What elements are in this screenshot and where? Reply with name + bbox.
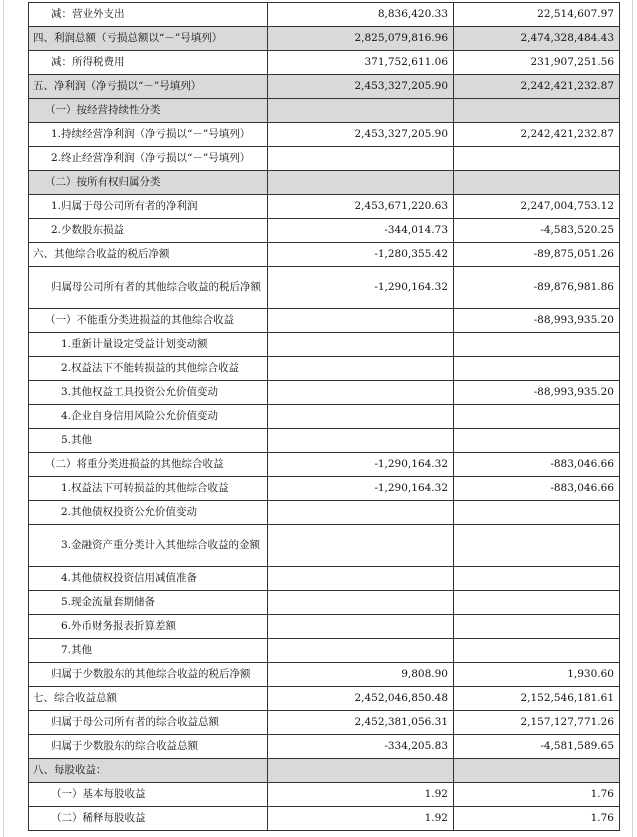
prior-period-value	[454, 591, 620, 615]
row-label: 3.金融资产重分类计入其他综合收益的金额	[29, 525, 268, 567]
current-period-value	[268, 405, 454, 429]
current-period-value	[268, 567, 454, 591]
table-row	[29, 429, 620, 453]
table-row	[29, 381, 620, 405]
table-row	[29, 147, 620, 171]
prior-period-value: -88,993,935.20	[454, 381, 620, 405]
row-label: 减：营业外支出	[29, 3, 268, 27]
prior-period-value: 2,152,546,181.61	[454, 687, 620, 711]
row-label: 5.现金流量套期储备	[29, 591, 268, 615]
table-row	[29, 309, 620, 333]
current-period-value: -334,205.83	[268, 735, 454, 759]
current-period-value: 1.92	[268, 783, 454, 807]
current-period-value: 2,452,046,850.48	[268, 687, 454, 711]
row-label: 归属于母公司所有者的综合收益总额	[29, 711, 268, 735]
prior-period-value: 2,474,328,484.43	[454, 27, 620, 51]
current-period-value	[268, 591, 454, 615]
row-label: （二）稀释每股收益	[29, 807, 268, 831]
current-period-value: 8,836,420.33	[268, 3, 454, 27]
table-row	[29, 639, 620, 663]
table-row	[29, 333, 620, 357]
row-label: 归属于少数股东的综合收益总额	[29, 735, 268, 759]
row-label: 2.终止经营净利润（净亏损以“－”号填列）	[29, 147, 268, 171]
current-period-value	[268, 171, 454, 195]
current-period-value: -1,290,164.32	[268, 267, 454, 309]
row-label: 六、其他综合收益的税后净额	[29, 243, 268, 267]
table-row	[29, 501, 620, 525]
current-period-value: 2,452,381,056.31	[268, 711, 454, 735]
prior-period-value	[454, 171, 620, 195]
row-label: （一）基本每股收益	[29, 783, 268, 807]
current-period-value	[268, 639, 454, 663]
row-label: 6.外币财务报表折算差额	[29, 615, 268, 639]
table-row	[29, 171, 620, 195]
row-label: 5.其他	[29, 429, 268, 453]
table-row	[29, 243, 620, 267]
prior-period-value	[454, 639, 620, 663]
table-row	[29, 27, 620, 51]
row-label: 7.其他	[29, 639, 268, 663]
table-row	[29, 75, 620, 99]
table-row	[29, 267, 620, 309]
table-row	[29, 195, 620, 219]
current-period-value	[268, 759, 454, 783]
row-label: 归属母公司所有者的其他综合收益的税后净额	[29, 267, 268, 309]
prior-period-value	[454, 501, 620, 525]
row-label: 1.持续经营净利润（净亏损以“－”号填列）	[29, 123, 268, 147]
row-label: 3.其他权益工具投资公允价值变动	[29, 381, 268, 405]
current-period-value	[268, 309, 454, 333]
row-label: 1.归属于母公司所有者的净利润	[29, 195, 268, 219]
prior-period-value: 2,247,004,753.12	[454, 195, 620, 219]
row-label: 八、每股收益：	[29, 759, 268, 783]
table-row	[29, 453, 620, 477]
prior-period-value	[454, 525, 620, 567]
table-row	[29, 687, 620, 711]
current-period-value	[268, 147, 454, 171]
table-row	[29, 783, 620, 807]
current-period-value	[268, 501, 454, 525]
row-label: （二）按所有权归属分类	[29, 171, 268, 195]
row-label: 2.其他债权投资公允价值变动	[29, 501, 268, 525]
row-label: 2.权益法下不能转损益的其他综合收益	[29, 357, 268, 381]
table-row	[29, 735, 620, 759]
current-period-value: -1,280,355.42	[268, 243, 454, 267]
row-label: 1.权益法下可转损益的其他综合收益	[29, 477, 268, 501]
table-row	[29, 807, 620, 831]
prior-period-value	[454, 567, 620, 591]
current-period-value	[268, 525, 454, 567]
table-row	[29, 123, 620, 147]
current-period-value	[268, 381, 454, 405]
row-label: 归属于少数股东的其他综合收益的税后净额	[29, 663, 268, 687]
current-period-value: 9,808.90	[268, 663, 454, 687]
current-period-value: 2,453,327,205.90	[268, 123, 454, 147]
prior-period-value: -4,583,520.25	[454, 219, 620, 243]
income-statement-body	[29, 3, 620, 831]
prior-period-value: -883,046.66	[454, 477, 620, 501]
table-row	[29, 615, 620, 639]
prior-period-value: -883,046.66	[454, 453, 620, 477]
current-period-value: -1,290,164.32	[268, 477, 454, 501]
table-row	[29, 357, 620, 381]
table-row	[29, 219, 620, 243]
row-label: 四、利润总额（亏损总额以“－”号填列）	[29, 27, 268, 51]
table-row	[29, 591, 620, 615]
current-period-value	[268, 429, 454, 453]
current-period-value	[268, 615, 454, 639]
table-row	[29, 99, 620, 123]
row-label: 七、综合收益总额	[29, 687, 268, 711]
table-row	[29, 405, 620, 429]
table-row	[29, 477, 620, 501]
current-period-value: 2,453,327,205.90	[268, 75, 454, 99]
prior-period-value: -4,581,589.65	[454, 735, 620, 759]
prior-period-value	[454, 333, 620, 357]
current-period-value	[268, 99, 454, 123]
page-edge-left	[3, 0, 4, 837]
table-row	[29, 3, 620, 27]
current-period-value: -344,014.73	[268, 219, 454, 243]
prior-period-value: -89,875,051.26	[454, 243, 620, 267]
current-period-value	[268, 357, 454, 381]
table-row	[29, 759, 620, 783]
current-period-value: 2,453,671,220.63	[268, 195, 454, 219]
row-label: 4.企业自身信用风险公允价值变动	[29, 405, 268, 429]
prior-period-value	[454, 147, 620, 171]
row-label: （一）按经营持续性分类	[29, 99, 268, 123]
prior-period-value: 231,907,251.56	[454, 51, 620, 75]
row-label: 1.重新计量设定受益计划变动额	[29, 333, 268, 357]
prior-period-value	[454, 429, 620, 453]
income-statement-table	[28, 2, 620, 831]
table-row	[29, 711, 620, 735]
prior-period-value: -88,993,935.20	[454, 309, 620, 333]
table-row	[29, 567, 620, 591]
table-row	[29, 51, 620, 75]
prior-period-value	[454, 99, 620, 123]
row-label: （一）不能重分类进损益的其他综合收益	[29, 309, 268, 333]
prior-period-value	[454, 405, 620, 429]
prior-period-value: 2,242,421,232.87	[454, 123, 620, 147]
prior-period-value: 1.76	[454, 807, 620, 831]
current-period-value: 2,825,079,816.96	[268, 27, 454, 51]
prior-period-value: 1.76	[454, 783, 620, 807]
row-label: 4.其他债权投资信用减值准备	[29, 567, 268, 591]
prior-period-value: 2,157,127,771.26	[454, 711, 620, 735]
prior-period-value	[454, 615, 620, 639]
prior-period-value: 1,930.60	[454, 663, 620, 687]
table-row	[29, 525, 620, 567]
prior-period-value	[454, 357, 620, 381]
current-period-value	[268, 333, 454, 357]
prior-period-value: -89,876,981.86	[454, 267, 620, 309]
current-period-value: 371,752,611.06	[268, 51, 454, 75]
current-period-value: -1,290,164.32	[268, 453, 454, 477]
row-label: 五、净利润（净亏损以“－”号填列）	[29, 75, 268, 99]
page-edge-right	[632, 0, 633, 837]
row-label: 2.少数股东损益	[29, 219, 268, 243]
row-label: （二）将重分类进损益的其他综合收益	[29, 453, 268, 477]
table-row	[29, 663, 620, 687]
row-label: 减：所得税费用	[29, 51, 268, 75]
prior-period-value: 22,514,607.97	[454, 3, 620, 27]
prior-period-value: 2,242,421,232.87	[454, 75, 620, 99]
current-period-value: 1.92	[268, 807, 454, 831]
prior-period-value	[454, 759, 620, 783]
